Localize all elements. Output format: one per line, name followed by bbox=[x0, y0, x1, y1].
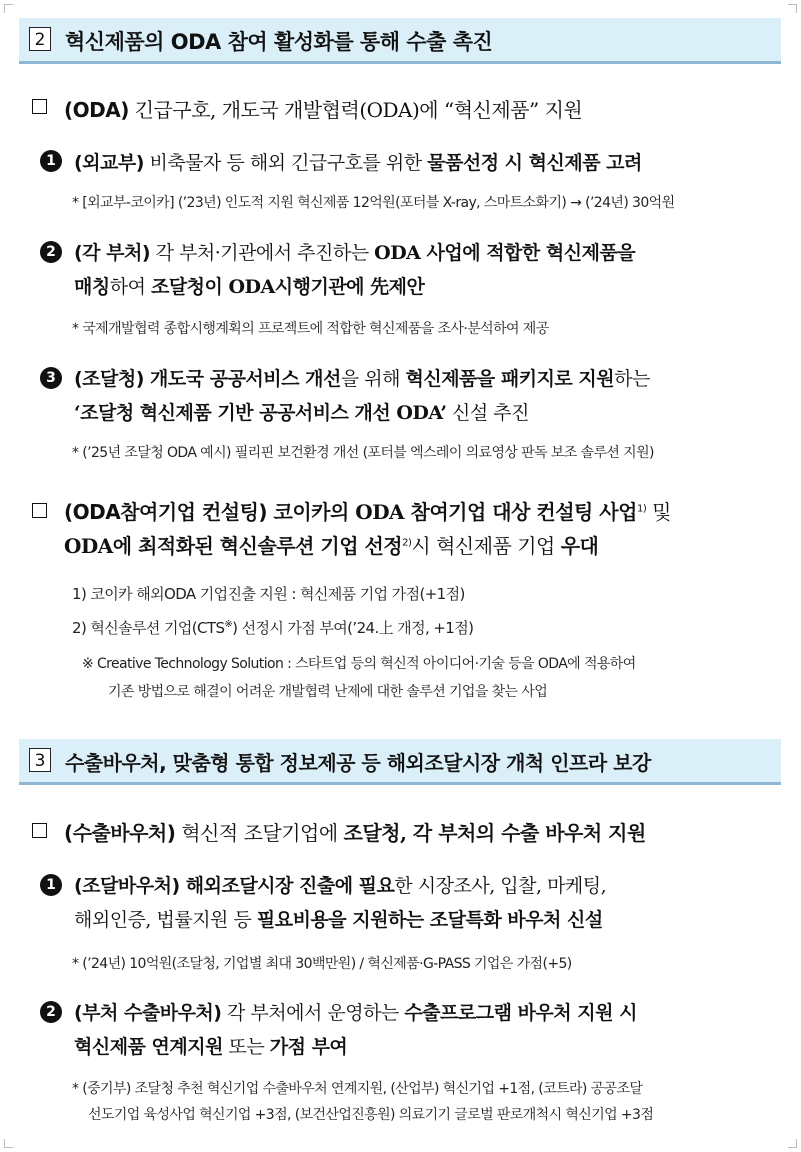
checkbox-square-icon bbox=[32, 823, 47, 838]
sub-item-text: (각 부처) 각 부처·기관에서 추진하는 ODA 사업에 적합한 혁신제품을 bbox=[74, 242, 636, 264]
footnote: * 국제개발협력 종합시행계획의 프로젝트에 적합한 혁신제품을 조사·분석하여 제공 bbox=[72, 321, 549, 337]
corner-mark-top-left bbox=[4, 4, 13, 13]
sub-item-text-line2: 매칭하여 조달청이 ODA시행기관에 先제안 bbox=[74, 276, 425, 298]
checkbox-square-icon bbox=[32, 99, 47, 114]
corner-mark-bottom-right bbox=[788, 1139, 797, 1148]
section-number: 3 bbox=[29, 748, 51, 772]
checkbox-square-icon bbox=[32, 503, 47, 518]
corner-mark-top-right bbox=[788, 4, 797, 13]
item-heading: (ODA참여기업 컨설팅) 코이카의 ODA 참여기업 대상 컨설팅 사업$^{1)}$ 및 bbox=[64, 500, 671, 524]
section-title: 수출바우처, 맞춤형 통합 정보제공 등 해외조달시장 개척 인프라 보강 bbox=[65, 751, 651, 775]
corner-mark-bottom-left bbox=[4, 1139, 13, 1148]
item-heading: (수출바우처) 혁신적 조달기업에 조달청, 각 부처의 수출 바우처 지원 bbox=[64, 821, 646, 845]
section-2-header bbox=[19, 18, 781, 64]
item-heading-line2: ODA에 최적화된 혁신솔루션 기업 선정$^{2)}$시 혁신제품 기업 우대 bbox=[64, 534, 599, 558]
sub-item-text: (부처 수출바우처) 각 부처에서 운영하는 수출프로그램 바우처 지원 시 bbox=[74, 1002, 637, 1024]
sub-item-text-line2: 해외인증, 법률지원 등 필요비용을 지원하는 조달특화 바우처 신설 bbox=[74, 909, 603, 931]
section-number: 2 bbox=[29, 27, 51, 51]
bullet-number-icon: 2 bbox=[40, 241, 62, 263]
section-3-header bbox=[19, 739, 781, 785]
footnote: * (’24년) 10억원(조달청, 기업별 최대 30백만원) / 혁신제품·G-PASS 기업은 가점(+5) bbox=[72, 956, 572, 972]
footnote: * [외교부-코이카] (’23년) 인도적 지원 혁신제품 12억원(포터블 X-ray, 스마트소화기) → (’24년) 30억원 bbox=[72, 195, 675, 211]
section-title: 혁신제품의 ODA 참여 활성화를 통해 수출 촉진 bbox=[65, 30, 493, 54]
footnote: ※ Creative Technology Solution : 스타트업 등의 혁신적 아이디어·기술 등을 ODA에 적용하여 bbox=[82, 656, 636, 672]
bullet-number-icon: 1 bbox=[40, 874, 62, 896]
bullet-number-icon: 3 bbox=[40, 367, 62, 389]
sub-item-text: (조달청) 개도국 공공서비스 개선을 위해 혁신제품을 패키지로 지원하는 bbox=[74, 368, 650, 390]
sub-item-text-line2: ‘조달청 혁신제품 기반 공공서비스 개선 ODA’ 신설 추진 bbox=[74, 402, 529, 424]
footnote: 기존 방법으로 해결이 어려운 개발협력 난제에 대한 솔루션 기업을 찾는 사업 bbox=[108, 684, 548, 700]
footnote: * (’25년 조달청 ODA 예시) 필리핀 보건환경 개선 (포터블 엑스레이 의료영상 판독 보조 솔루션 지원) bbox=[72, 445, 654, 461]
sub-item-text: (외교부) 비축물자 등 해외 긴급구호를 위한 물품선정 시 혁신제품 고려 bbox=[74, 152, 642, 174]
footnote: 선도기업 육성사업 혁신기업 +3점, (보건산업진흥원) 의료기기 글로벌 판로개척시 혁신기업 +3점 bbox=[88, 1107, 654, 1123]
sub-item-text-line2: 혁신제품 연계지원 또는 가점 부여 bbox=[74, 1036, 348, 1058]
item-heading: (ODA) 긴급구호, 개도국 개발협력(ODA)에 “혁신제품” 지원 bbox=[64, 98, 583, 122]
bullet-number-icon: 2 bbox=[40, 1001, 62, 1023]
footnote: 1) 코이카 해외ODA 기업진출 지원 : 혁신제품 기업 가점(+1점) bbox=[72, 585, 465, 603]
bullet-number-icon: 1 bbox=[40, 150, 62, 172]
footnote: 2) 혁신솔루션 기업(CTS※) 선정시 가점 부여(’24.上 개정, +1점) bbox=[72, 619, 474, 637]
sub-item-text: (조달바우처) 해외조달시장 진출에 필요한 시장조사, 입찰, 마케팅, bbox=[74, 875, 607, 897]
footnote: * (중기부) 조달청 추천 혁신기업 수출바우처 연계지원, (산업부) 혁신기업 +1점, (코트라) 공공조달 bbox=[72, 1081, 643, 1097]
